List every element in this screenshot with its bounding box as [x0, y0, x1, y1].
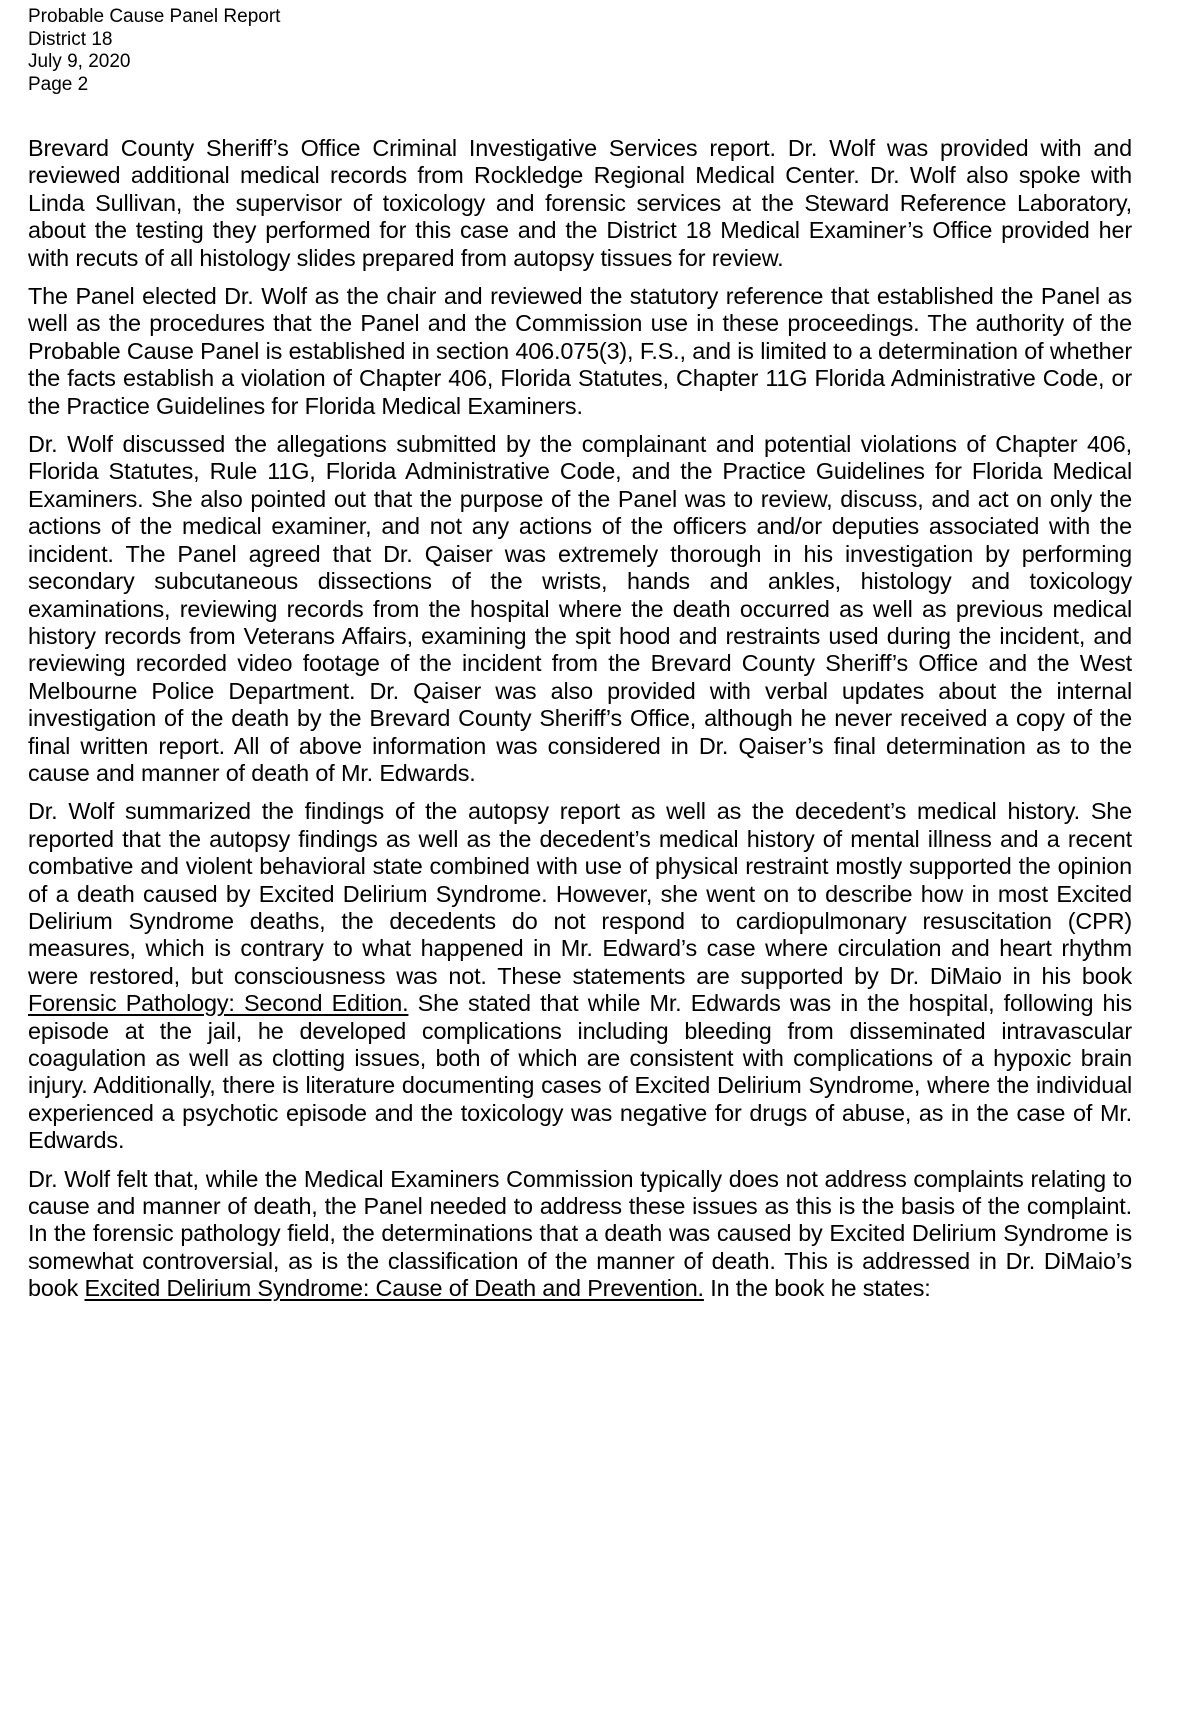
book-title-forensic-pathology: Forensic Pathology: Second Edition.: [28, 990, 409, 1017]
paragraph-text: Dr. Wolf felt that, while the Medical Examiners Commission typically does not address complaints relating to cause and manner of death, the Panel needed to address these issues as this is the basis of the complaint. In the forensic pathology field, the determinations that a death was caused by Excited Delirium Syndrome is somewhat controversial, as is the classification of the manner of death. This is addressed in Dr. DiMaio’s book: [28, 1165, 1132, 1302]
paragraph-text: Brevard County Sheriff’s Office Criminal Investigative Services report. Dr. Wolf was provided with and reviewed additional medical records from Rockledge Regional Medical Center. Dr. Wolf also spoke with Linda Sullivan, the supervisor of toxicology and forensic services at the Steward Reference Laboratory, about the testing they performed for this case and the District 18 Medical Examiner’s Office provided her with recuts of all histology slides prepared from autopsy tissues for review.: [28, 135, 1132, 271]
report-header: [28, 6, 280, 96]
paragraph-text: In the book he states:: [703, 1275, 931, 1302]
page-number: Page 2: [28, 73, 89, 95]
paragraph-allegations-discussion: [28, 431, 1132, 787]
report-body: [28, 135, 1132, 1314]
paragraph-text: She stated that while Mr. Edwards was in the hospital, following his episode at the jail, he developed complications including bleeding from disseminated intravascular coagulation as well as clotting issues, both of which are consistent with complications of a hypoxic brain injury. Additionally, there is literature documenting cases of Excited Delirium Syndrome, where the individual experienced a psychotic episode and the toxicology was negative for drugs of abuse, as in the case of Mr. Edwards.: [28, 990, 1132, 1154]
paragraph-panel-authority: [28, 283, 1132, 420]
paragraph-text: The Panel elected Dr. Wolf as the chair and reviewed the statutory reference that established the Panel as well as the procedures that the Panel and the Commission use in these proceedings. The authority of the Probable Cause Panel is established in section 406.075(3), F.S., and is limited to a determination of whether the facts establish a violation of Chapter 406, Florida Statutes, Chapter 11G Florida Administrative Code, or the Practice Guidelines for Florida Medical Examiners.: [28, 283, 1132, 419]
paragraph-materials-reviewed: [28, 135, 1132, 272]
report-date: July 9, 2020: [28, 51, 131, 72]
report-district: District 18: [28, 28, 113, 50]
paragraph-cause-manner-controversy: [28, 1166, 1132, 1303]
report-title: Probable Cause Panel Report: [28, 6, 281, 27]
paragraph-text: Dr. Wolf summarized the findings of the autopsy report as well as the decedent’s medical history. She reported that the autopsy findings as well as the decedent’s medical history of mental illness and a recent combative and violent behavioral state combined with use of physical restraint mostly supported the opinion of a death caused by Excited Delirium Syndrome. However, she went on to describe how in most Excited Delirium Syndrome deaths, the decedents do not respond to cardiopulmonary resuscitation (CPR) measures, which is contrary to what happened in Mr. Edward’s case where circulation and heart rhythm were restored, but consciousness was not. These statements are supported by Dr. DiMaio in his book: [28, 798, 1132, 989]
paragraph-text: Dr. Wolf discussed the allegations submitted by the complainant and potential violations of Chapter 406, Florida Statutes, Rule 11G, Florida Administrative Code, and the Practice Guidelines for Florida Medical Examiners. She also pointed out that the purpose of the Panel was to review, discuss, and act on only the actions of the medical examiner, and not any actions of the officers and/or deputies associated with the incident. The Panel agreed that Dr. Qaiser was extremely thorough in his investigation by performing secondary subcutaneous dissections of the wrists, hands and ankles, histology and toxicology examinations, reviewing records from the hospital where the death occurred as well as previous medical history records from Veterans Affairs, examining the spit hood and restraints used during the incident, and reviewing recorded video footage of the incident from the Brevard County Sheriff’s Office and the West Melbourne Police Department. Dr. Qaiser was also provided with verbal updates about the internal investigation of the death by the Brevard County Sheriff’s Office, although he never received a copy of the final written report. All of above information was considered in Dr. Qaiser’s final determination as to the cause and manner of death of Mr. Edwards.: [28, 431, 1132, 786]
paragraph-autopsy-findings: [28, 798, 1132, 1154]
book-title-excited-delirium: Excited Delirium Syndrome: Cause of Death and Prevention.: [84, 1275, 704, 1302]
